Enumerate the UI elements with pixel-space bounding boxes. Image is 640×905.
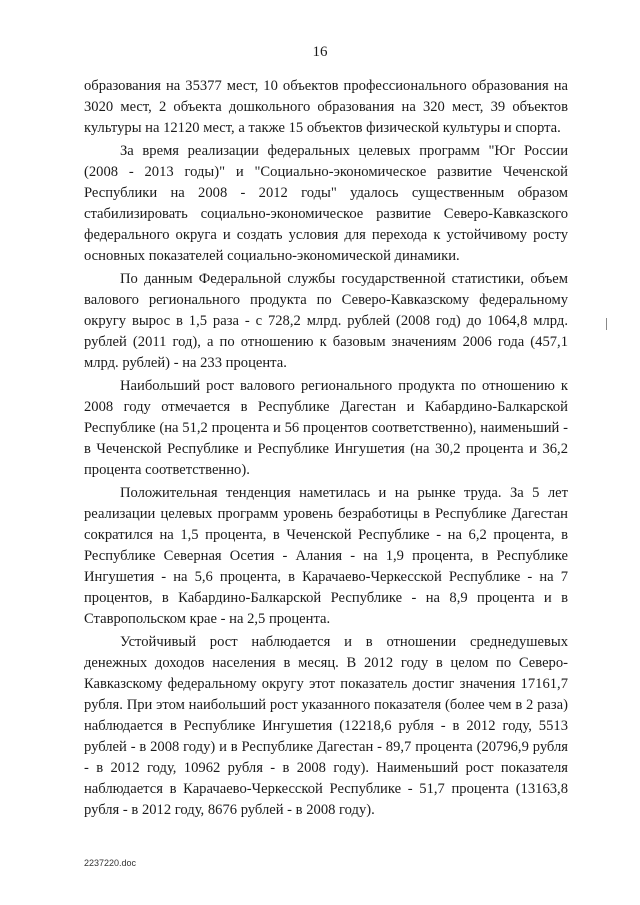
document-body (84, 76, 568, 823)
paragraph-income-growth: Устойчивый рост наблюдается и в отношении среднедушевых денежных доходов населения в месяц. В 2012 году в целом по Северо-Кавказскому федеральному округу этот показатель достиг значения 17161,7 рубля. При этом наибольший рост указанного показателя (более чем в 2 раза) наблюдается в Республике Ингушетия (12218,6 рубля - в 2012 году, 5513 рублей - в 2008 году) и в Республике Дагестан - 89,7 процента (20796,9 рубля - в 2012 году, 10962 рубля - в 2008 году). Наименьший рост показателя наблюдается в Карачаево-Черкесской Республике - 51,7 процента (13163,8 рубля - в 2012 году, 8676 рублей - в 2008 году). (84, 634, 568, 818)
paragraph-federal-programs: За время реализации федеральных целевых программ "Юг России (2008 - 2013 годы)" и "Социально-экономическое развитие Чеченской Республики на 2008 - 2012 годы" удалось существенным образом стабилизировать социально-экономическое развитие Северо-Кавказского федерального округа и создать условия для перехода к устойчивому росту основных показателей социально-экономической динамики. (84, 143, 568, 264)
footer-filename: 2237220.doc (84, 858, 137, 868)
paragraph-grp-growth: Наибольший рост валового регионального продукта по отношению к 2008 году отмечается в Республике Дагестан и Кабардино-Балкарской Республике (на 51,2 процента и 56 процентов соответственно), наименьший - в Чеченской Республике и Республике Ингушетия (на 30,2 процента и 36,2 процента соответственно). (84, 378, 568, 478)
paragraph-continuation: образования на 35377 мест, 10 объектов профессионального образования на 3020 мест, 2 объекта дошкольного образования на 320 мест, 39 объектов культуры на 12120 мест, а также 15 объектов физической культуры и спорта. (84, 78, 568, 136)
margin-mark (606, 318, 607, 330)
paragraph-labor-market: Положительная тенденция наметилась и на рынке труда. За 5 лет реализации целевых программ уровень безработицы в Республике Дагестан сократился на 1,5 процента, в Чеченской Республике - на 6,2 процента, в Республике Северная Осетия - Алания - на 1,9 процента, в Республике Ингушетия - на 5,6 процента, в Карачаево-Черкесской Республике - на 7 процентов, в Кабардино-Балкарской Республике - на 8,9 процента и в Ставропольском крае - на 2,5 процента. (84, 485, 568, 627)
paragraph-grp-statistics: По данным Федеральной службы государственной статистики, объем валового регионального продукта по Северо-Кавказскому федеральному округу вырос в 1,5 раза - с 728,2 млрд. рублей (2008 год) до 1064,8 млрд. рублей (2011 год), а по отношению к базовым значениям 2006 года (457,1 млрд. рублей) - на 233 процента. (84, 271, 568, 371)
page-number: 16 (312, 44, 328, 60)
